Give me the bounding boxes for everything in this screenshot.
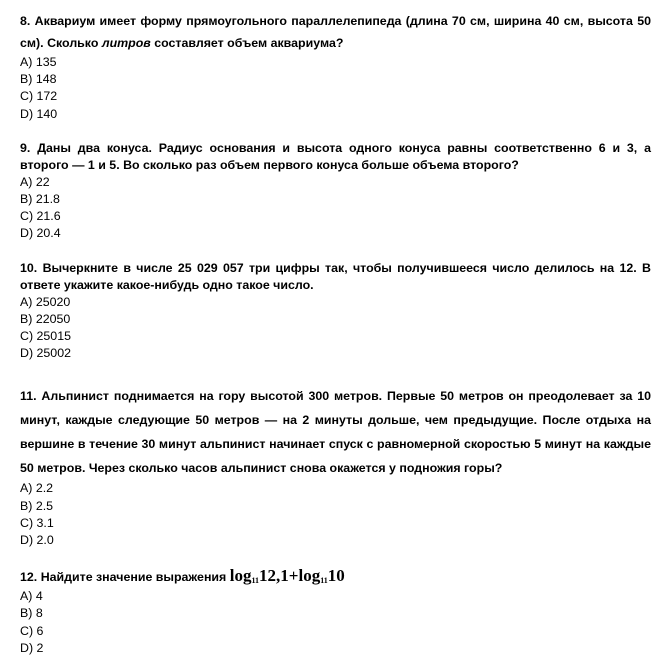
option-a[interactable]: A) 4 [20,589,43,604]
question-8 [20,10,651,54]
options-8 [20,54,651,123]
option-c[interactable]: C) 25015 [20,329,71,344]
question-text: Найдите значение выражения [40,570,227,585]
question-text: Даны два конуса. Радиус основания и высота одного конуса равны соответственно 6 и 3, а второго — 1 и 5. Во сколько раз объем первого конуса больше объема второго? [20,140,651,172]
option-b[interactable]: B) 21.8 [20,192,60,207]
option-c[interactable]: C) 3.1 [20,515,54,530]
math-expression [230,566,345,585]
option-d[interactable]: D) 2 [20,640,44,655]
question-text: Вычеркните в числе 25 029 057 три цифры так, чтобы получившееся число делилось на 12. В ответе укажите какое-нибудь одно такое число. [20,260,651,292]
option-d[interactable]: D) 20.4 [20,226,61,241]
option-d[interactable]: D) 140 [20,106,58,121]
option-c[interactable]: C) 6 [20,623,44,638]
question-text-italic: литров [101,36,151,50]
option-b[interactable]: B) 148 [20,72,57,87]
question-number: 8. [20,14,31,28]
test-page [20,10,651,657]
option-d[interactable]: D) 25002 [20,346,71,361]
question-number: 9. [20,140,31,155]
option-a[interactable]: A) 22 [20,174,50,189]
question-number: 10. [20,260,38,275]
question-11 [20,384,651,480]
question-number: 11. [20,389,37,404]
question-9 [20,140,651,174]
spacer [20,549,651,565]
spacer [20,123,651,140]
option-a[interactable]: A) 2.2 [20,481,54,496]
question-text: Аквариум имеет форму прямоугольного параллелепипеда (длина 70 см, ширина 40 см, высота 50 см). Сколько [20,14,651,50]
option-c[interactable]: C) 172 [20,89,58,104]
log-argument: 10 [327,566,345,586]
question-text: Альпинист поднимается на гору высотой 300 метров. Первые 50 метров он преодолевает за 10 минут, каждые следующие 50 метров — на 2 минуты дольше, чем предыдущие. После отдыха на вершине в течение 30 минут альпинист начинает спуск с равномерной скоростью 5 минут на каждые 50 метров. Через сколько часов альпинист снова окажется у подножия горы? [20,389,651,476]
question-text: составляет объем аквариума? [150,36,344,50]
question-12 [20,565,651,588]
question-number: 12. [20,570,38,585]
options-11 [20,480,651,549]
spacer [20,243,651,260]
option-a[interactable]: A) 135 [20,55,57,69]
spacer [20,362,651,384]
log-argument: 12,1+ [259,566,299,586]
option-b[interactable]: B) 2.5 [20,498,54,513]
option-d[interactable]: D) 2.0 [20,533,54,548]
log-base: 11 [251,576,260,586]
log-base: 11 [320,576,328,586]
log-function: log [229,566,252,586]
option-b[interactable]: B) 8 [20,606,43,621]
option-b[interactable]: B) 22050 [20,311,71,326]
option-a[interactable]: A) 25020 [20,294,71,309]
log-function: log [298,566,321,586]
options-9 [20,174,651,243]
option-c[interactable]: C) 21.6 [20,209,61,224]
question-10 [20,260,651,294]
options-12 [20,588,651,657]
options-10 [20,294,651,363]
